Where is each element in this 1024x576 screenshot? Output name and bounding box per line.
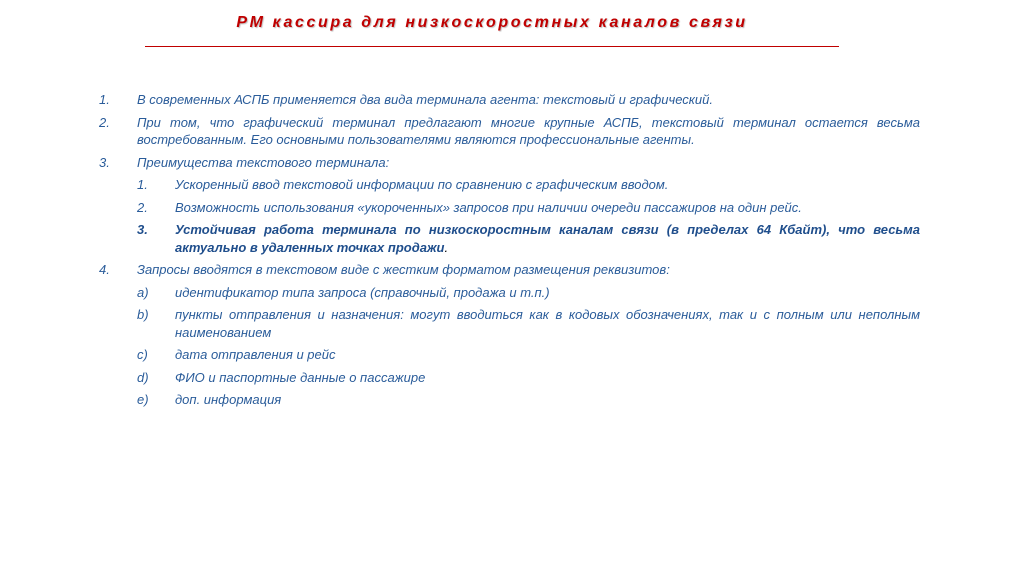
list-item xyxy=(99,114,920,149)
sub-list-item xyxy=(99,176,920,194)
list-item-text: Возможность использования «укороченных» запросов при наличии очереди пассажиров на один рейс. xyxy=(175,199,802,215)
list-marker: a) xyxy=(137,284,149,300)
sub-list-item xyxy=(99,306,920,341)
list-marker: 1. xyxy=(137,177,148,192)
sub-list-item-highlighted xyxy=(99,221,920,256)
list-marker: e) xyxy=(137,392,149,407)
list-item-text: дата отправления и рейс xyxy=(175,347,336,362)
list-item xyxy=(99,261,920,279)
list-marker: d) xyxy=(137,369,149,385)
list-marker: 2. xyxy=(99,114,110,130)
list-item-text: Запросы вводятся в текстовом виде с жестким форматом размещения реквизитов: xyxy=(137,262,670,277)
sub-list-item xyxy=(99,346,920,364)
list-item-text: доп. информация xyxy=(175,392,282,407)
list-item-text: В современных АСПБ применяется два вида терминала агента: текстовый и графический. xyxy=(137,92,714,107)
list-item-text: Преимущества текстового терминала: xyxy=(137,154,390,170)
title-divider xyxy=(145,46,839,47)
list-item xyxy=(99,154,920,172)
list-marker: 3. xyxy=(137,222,148,237)
list-marker: b) xyxy=(137,307,149,322)
sub-list-item xyxy=(99,369,920,387)
sub-list-item xyxy=(99,284,920,302)
list-marker: 2. xyxy=(137,199,148,215)
sub-list-item xyxy=(99,391,920,409)
list-item-text: При том, что графический терминал предлагают многие крупные АСПБ, текстовый терминал остается весьма востребованным. Его основными пользователями являются профессиональные агенты. xyxy=(137,114,920,147)
list-item-text: Ускоренный ввод текстовой информации по сравнению с графическим вводом. xyxy=(175,177,669,192)
list-item-suffix: . xyxy=(444,239,449,255)
sub-list-item xyxy=(99,199,920,217)
list-item-text: ФИО и паспортные данные о пассажире xyxy=(175,369,426,385)
list-marker: 3. xyxy=(99,154,110,170)
list-item-text: идентификатор типа запроса (справочный, продажа и т.п.) xyxy=(175,284,550,300)
content-list xyxy=(99,91,920,414)
list-item-text: пункты отправления и назначения: могут вводиться как в кодовых обозначениях, так и с полным или неполным наименованием xyxy=(175,307,920,340)
list-marker: 4. xyxy=(99,262,110,277)
page-title: РМ кассира для низкоскоростных каналов связи xyxy=(236,14,748,31)
list-item xyxy=(99,91,920,109)
list-item-text-wrap xyxy=(175,221,920,256)
list-marker: 1. xyxy=(99,92,110,107)
list-marker: c) xyxy=(137,347,148,362)
list-item-text: Устойчивая работа терминала по низкоскоростным каналам связи (в пределах 64 Кбайт), что весьма актуально в удаленных точках продажи xyxy=(175,222,920,255)
